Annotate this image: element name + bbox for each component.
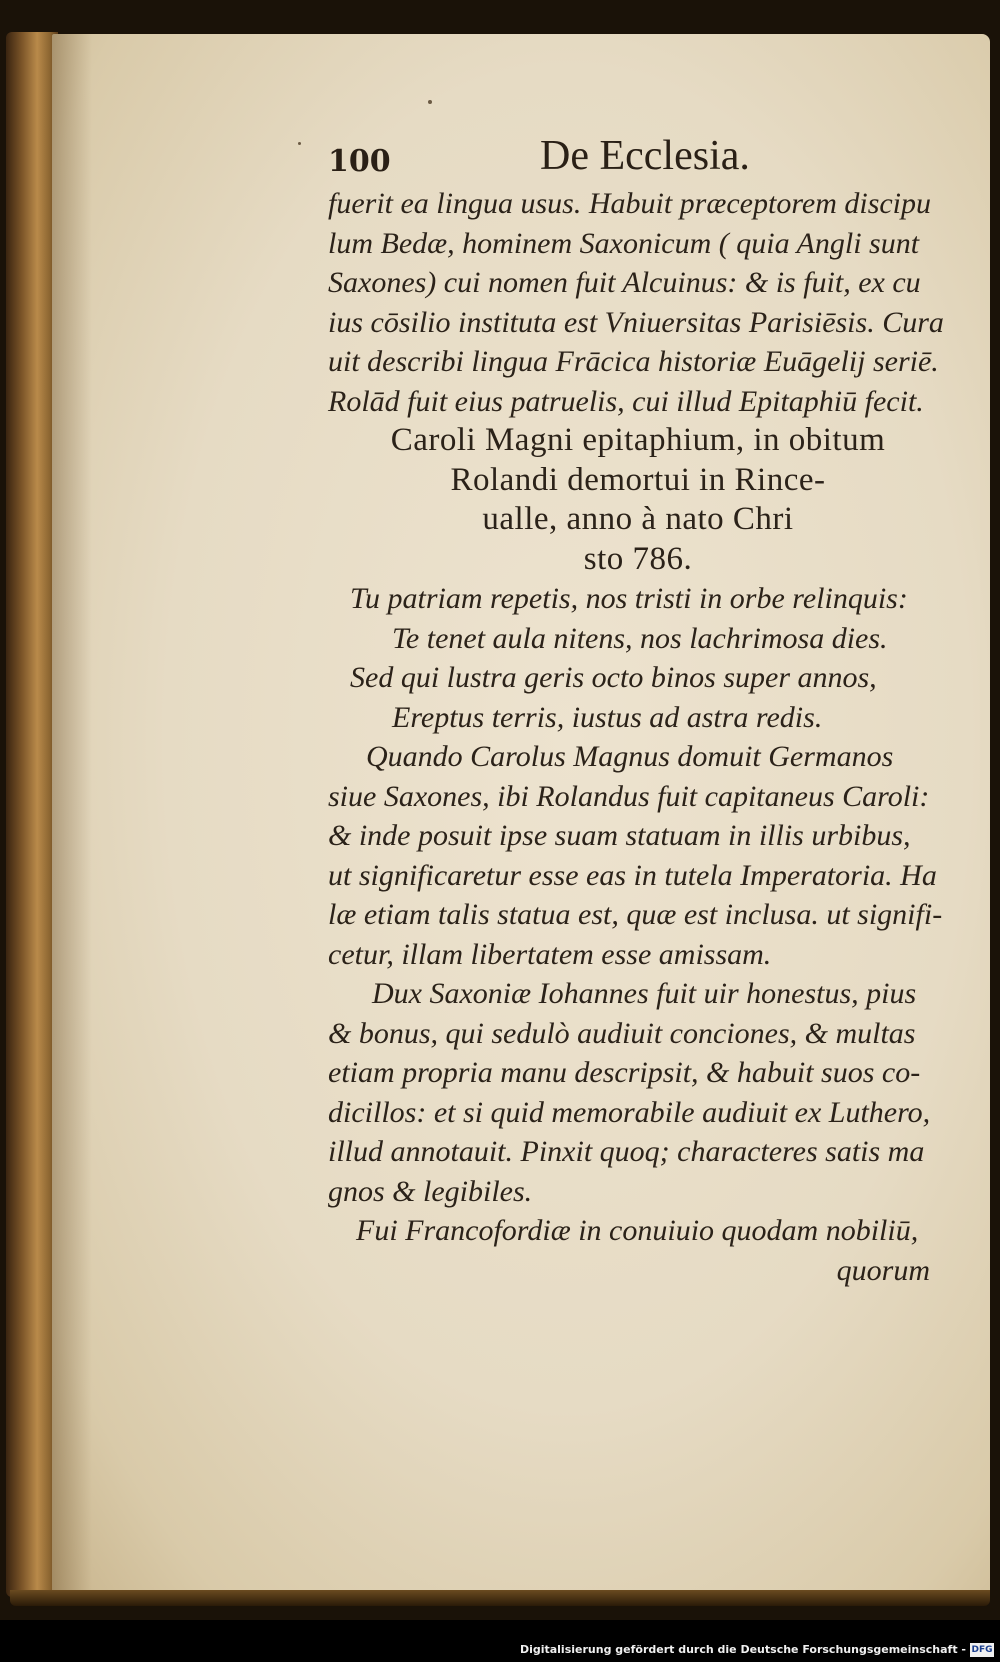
book-bottom-edge — [10, 1590, 990, 1606]
verse-line: Te tenet aula nitens, nos lachrimosa dies. — [392, 621, 888, 655]
verse-line: Ereptus terris, iustus ad astra redis. — [392, 700, 823, 734]
text-line: ius cōsilio instituta est Vniuersitas Parisiēsis. Cura — [328, 305, 944, 339]
paragraph-line: & bonus, qui sedulò audiuit conciones, & multas — [328, 1016, 916, 1050]
text-block — [328, 184, 948, 1290]
text-line: fuerit ea lingua usus. Habuit præceptorem discipu — [328, 187, 932, 220]
paragraph-line: Dux Saxoniæ Iohannes fuit uir honestus, pius — [372, 977, 917, 1010]
text-line: Saxones) cui nomen fuit Alcuinus: & is fuit, ex cu — [328, 266, 921, 299]
epitaph-title-line: Caroli Magni epitaphium, in obitum — [390, 422, 886, 458]
paragraph-line: Fui Francofordiæ in conuiuio quodam nobiliū, — [356, 1214, 919, 1247]
running-head: De Ecclesia. — [540, 133, 750, 179]
epitaph-title-line: ualle, anno à nato Chri — [482, 501, 794, 537]
paragraph-line: gnos & legibiles. — [328, 1174, 533, 1208]
paragraph-line: Quando Carolus Magnus domuit Germanos — [366, 740, 894, 773]
catchword: quorum — [836, 1253, 930, 1287]
text-line: Rolād fuit eius patruelis, cui illud Epitaphiū fecit. — [328, 384, 924, 418]
verse-line: Sed qui lustra geris octo binos super annos, — [350, 661, 877, 694]
paragraph-line: & inde posuit ipse suam statuam in illis urbibus, — [328, 819, 911, 852]
ink-speck — [428, 100, 432, 104]
paragraph-line: læ etiam talis statua est, quæ est inclusa. ut signifi- — [328, 898, 943, 931]
page-header — [320, 132, 960, 182]
ink-speck — [298, 142, 301, 145]
gutter-shadow — [52, 34, 92, 1599]
page-number: 100 — [328, 144, 391, 179]
epitaph-title-line: Rolandi demortui in Rince- — [450, 461, 826, 498]
text-line: uit describi lingua Frācica historiæ Euāgelij seriē. — [328, 345, 939, 378]
paragraph-line: siue Saxones, ibi Rolandus fuit capitaneus Caroli: — [328, 779, 930, 813]
digitization-footer — [0, 1640, 1000, 1662]
verse-line: Tu patriam repetis, nos tristi in orbe relinquis: — [350, 582, 908, 615]
book-fore-edge — [6, 32, 58, 1597]
paragraph-line: cetur, illam libertatem esse amissam. — [328, 937, 772, 971]
paragraph-line: dicillos: et si quid memorabile audiuit ex Luthero, — [328, 1095, 931, 1129]
paragraph-line: illud annotauit. Pinxit quoq; characteres satis ma — [328, 1135, 925, 1168]
footer-credit: Digitalisierung gefördert durch die Deutsche Forschungsgemeinschaft - — [519, 1643, 966, 1656]
text-line: lum Bedæ, hominem Saxonicum ( quia Angli sunt — [328, 226, 920, 260]
epitaph-title-line: sto 786. — [583, 540, 693, 577]
paragraph-line: etiam propria manu descripsit, & habuit suos co- — [328, 1056, 921, 1089]
paragraph-line: ut significaretur esse eas in tutela Imperatoria. Ha — [328, 858, 937, 892]
dfg-logo-icon: DFG — [971, 1645, 993, 1655]
